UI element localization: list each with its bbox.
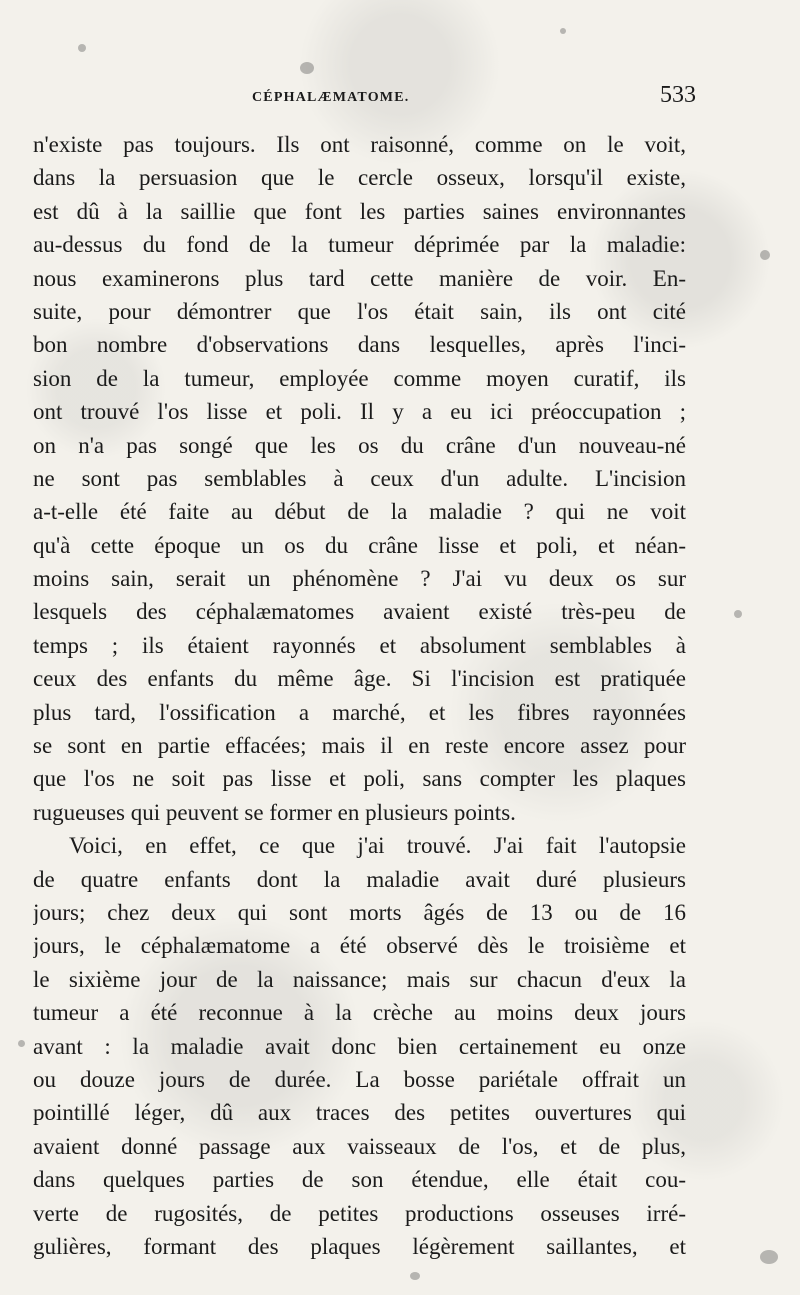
text-line: dans quelques parties de son étendue, elle était cou- xyxy=(33,1167,686,1193)
text-line: est dû à la saillie que font les parties saines environnantes xyxy=(33,198,686,224)
body-text xyxy=(33,128,686,1263)
paper-speck xyxy=(78,44,86,52)
text-line: ceux des enfants du même âge. Si l'incision est pratiquée xyxy=(33,666,686,692)
text-line: pointillé léger, dû aux traces des petites ouvertures qui xyxy=(33,1100,686,1126)
text-line: ou douze jours de durée. La bosse pariétale offrait un xyxy=(33,1066,686,1092)
paper-speck xyxy=(560,28,566,34)
text-line: lesquels des céphalæmatomes avaient existé très-peu de xyxy=(33,599,686,625)
text-line: au-dessus du fond de la tumeur déprimée par la maladie: xyxy=(33,232,686,258)
paper-speck xyxy=(410,1272,420,1280)
text-line: plus tard, l'ossification a marché, et les fibres rayonnées xyxy=(33,699,686,725)
text-line: gulières, formant des plaques légèrement saillantes, et xyxy=(33,1233,686,1259)
text-line: sion de la tumeur, employée comme moyen curatif, ils xyxy=(33,365,686,391)
text-line: que l'os ne soit pas lisse et poli, sans compter les plaques xyxy=(33,766,686,792)
paper-speck xyxy=(734,610,742,618)
text-line: jours; chez deux qui sont morts âgés de 13 ou de 16 xyxy=(33,899,686,925)
text-line: le sixième jour de la naissance; mais sur chacun d'eux la xyxy=(33,966,686,992)
running-head: CÉPHALÆMATOME. xyxy=(252,90,410,105)
text-line: Voici, en effet, ce que j'ai trouvé. J'ai fait l'autopsie xyxy=(69,833,686,859)
text-line: bon nombre d'observations dans lesquelles, après l'inci- xyxy=(33,332,686,358)
page-number: 533 xyxy=(660,82,696,108)
text-line: on n'a pas songé que les os du crâne d'un nouveau-né xyxy=(33,432,686,458)
text-line: avant : la maladie avait donc bien certainement eu onze xyxy=(33,1033,686,1059)
text-line: jours, le céphalæmatome a été observé dès le troisième et xyxy=(33,933,686,959)
text-line: moins sain, serait un phénomène ? J'ai vu deux os sur xyxy=(33,566,686,592)
text-line: a-t-elle été faite au début de la maladie ? qui ne voit xyxy=(33,499,686,525)
paper-speck xyxy=(300,62,314,74)
text-line: dans la persuasion que le cercle osseux, lorsqu'il existe, xyxy=(33,165,686,191)
paragraph-1 xyxy=(33,128,686,829)
paper-speck xyxy=(760,1250,778,1264)
text-line: suite, pour démontrer que l'os était sain, ils ont cité xyxy=(33,298,686,324)
text-line: n'existe pas toujours. Ils ont raisonné, comme on le voit, xyxy=(33,132,686,157)
paper-speck xyxy=(18,1040,25,1047)
text-line: tumeur a été reconnue à la crèche au moins deux jours xyxy=(33,1000,686,1026)
text-line: qu'à cette époque un os du crâne lisse et poli, et néan- xyxy=(33,532,686,558)
text-line: avaient donné passage aux vaisseaux de l'os, et de plus, xyxy=(33,1133,686,1159)
text-line: temps ; ils étaient rayonnés et absolument semblables à xyxy=(33,632,686,658)
text-line: de quatre enfants dont la maladie avait duré plusieurs xyxy=(33,866,686,892)
text-line: verte de rugosités, de petites productions osseuses irré- xyxy=(33,1200,686,1226)
page-header xyxy=(30,82,696,112)
text-line: nous examinerons plus tard cette manière de voir. En- xyxy=(33,265,686,291)
paper-speck xyxy=(760,250,770,260)
text-line: ne sont pas semblables à ceux d'un adulte. L'incision xyxy=(33,465,686,491)
text-line: rugueuses qui peuvent se former en plusieurs points. xyxy=(33,799,516,825)
paragraph-2 xyxy=(33,829,686,1263)
text-line: se sont en partie effacées; mais il en reste encore assez pour xyxy=(33,733,686,759)
text-line: ont trouvé l'os lisse et poli. Il y a eu ici préoccupation ; xyxy=(33,399,686,425)
